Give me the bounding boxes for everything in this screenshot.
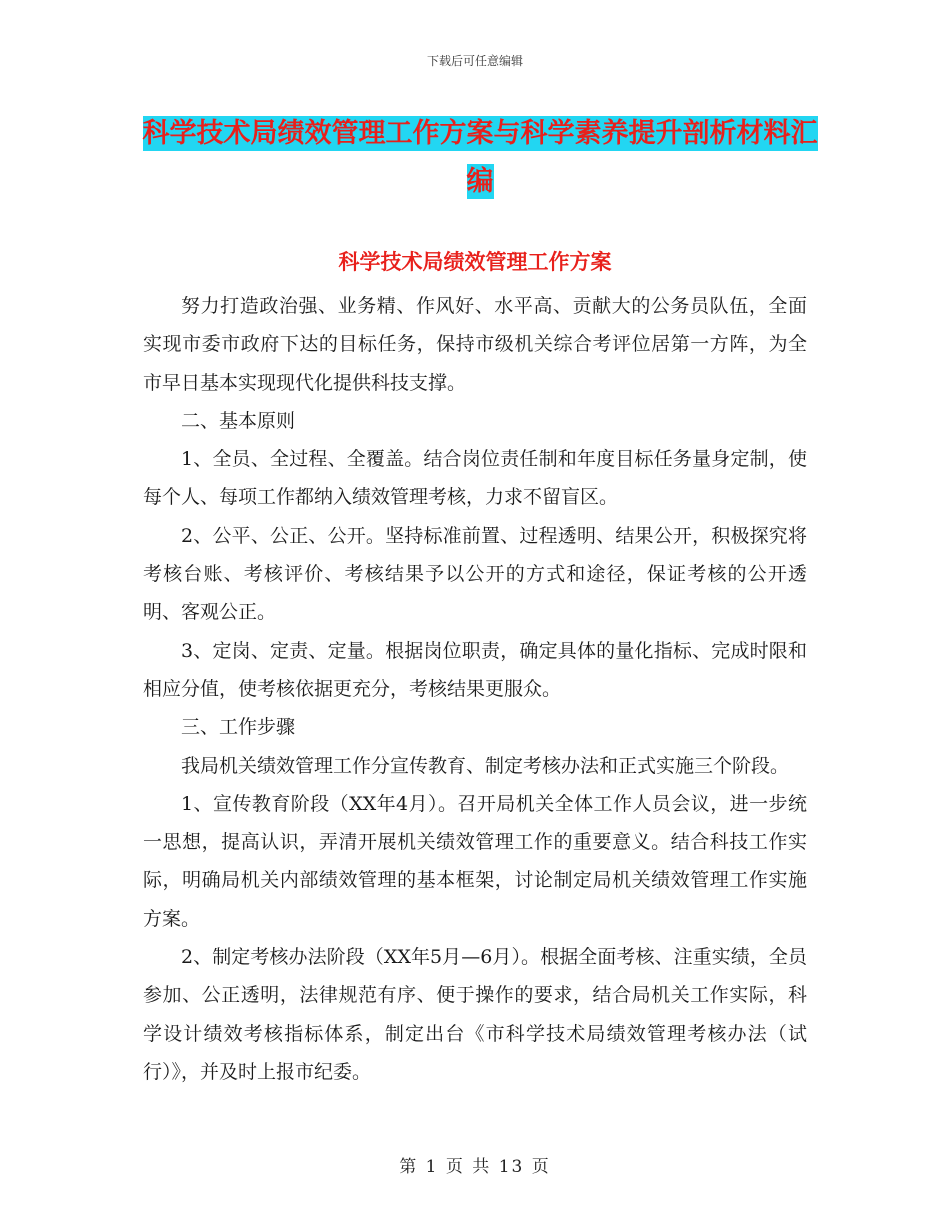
paragraph: 2、制定考核办法阶段（XX年5月—6月）。根据全面考核、注重实绩，全员参加、公正透明，法律规范有序、便于操作的要求，结合局机关工作实际，科学设计绩效考核指标体系，制定出台《市科学技术局绩效管理考核办法（试行）》，并及时上报市纪委。	[143, 946, 807, 1083]
paragraph: 1、全员、全过程、全覆盖。结合岗位责任制和年度目标任务量身定制，使每个人、每项工作都纳入绩效管理考核，力求不留盲区。	[143, 448, 807, 509]
section-title: 科学技术局绩效管理工作方案	[338, 249, 612, 274]
document-title	[140, 110, 820, 206]
document-body	[143, 287, 807, 1091]
paragraph: 3、定岗、定责、定量。根据岗位职责，确定具体的量化指标、完成时限和相应分值，使考核依据更充分，考核结果更服众。	[143, 639, 807, 700]
paragraph: 1、宣传教育阶段（XX年4月）。召开局机关全体工作人员会议，进一步统一思想，提高认识，弄清开展机关绩效管理工作的重要意义。结合科技工作实际，明确局机关内部绩效管理的基本框架，讨论制定局机关绩效管理工作实施方案。	[143, 792, 807, 930]
paragraph: 三、工作步骤	[181, 716, 296, 739]
page-number: 第 1 页 共 13 页	[399, 1157, 551, 1177]
document-title-text: 科学技术局绩效管理工作方案与科学素养提升剖析材料汇编	[142, 118, 818, 197]
paragraph: 二、基本原则	[181, 409, 296, 432]
header-note: 下载后可任意编辑	[426, 54, 523, 68]
paragraph: 我局机关绩效管理工作分宣传教育、制定考核办法和正式实施三个阶段。	[181, 754, 790, 777]
paragraph: 2、公平、公正、公开。坚持标准前置、过程透明、结果公开，积极探究将考核台账、考核评价、考核结果予以公开的方式和途径，保证考核的公开透明、客观公正。	[143, 524, 807, 624]
paragraph: 努力打造政治强、业务精、作风好、水平高、贡献大的公务员队伍，全面实现市委市政府下达的目标任务，保持市级机关综合考评位居第一方阵，为全市早日基本实现现代化提供科技支撑。	[143, 295, 807, 394]
